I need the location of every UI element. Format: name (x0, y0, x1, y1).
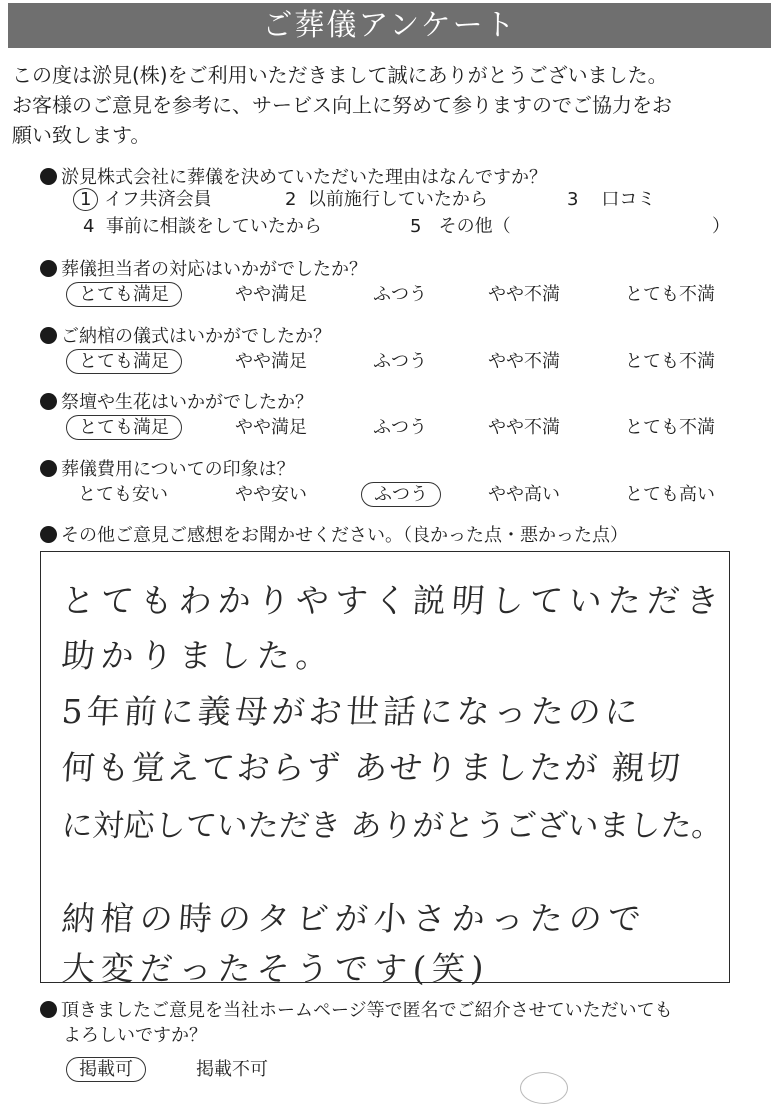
q4-option-3[interactable]: ふつう (373, 417, 427, 438)
q4-option-2[interactable]: やや満足 (235, 417, 307, 438)
question-6-text: その他ご意見ご感想をお聞かせください。（良かった点・悪かった点） (61, 525, 628, 546)
intro-line-1: この度は淤見(株)をご利用いただきまして誠にありがとうございました。 (12, 63, 668, 87)
question-7-line-2: よろしいですか？ (63, 1025, 207, 1046)
q1-option-1[interactable]: 1 イフ共済会員 (80, 188, 212, 212)
comment-line-7: 納棺の時のタビが小さかったので (60, 899, 649, 938)
bullet-icon (40, 260, 57, 277)
q2-option-2[interactable]: やや満足 (235, 284, 307, 305)
comment-line-1: とてもわかりやすく説明していただき (60, 581, 727, 620)
question-2-text: 葬儀担当者の対応はいかがでしたか？ (61, 259, 367, 280)
bullet-icon (40, 460, 57, 477)
question-1 (40, 163, 547, 189)
q1-option-2[interactable]: 2 以前施行していたから (285, 189, 488, 210)
q4-option-1[interactable]: とても満足 (78, 416, 182, 440)
intro-text (12, 60, 772, 150)
q5-option-1[interactable]: とても安い (78, 484, 168, 505)
question-3-text: ご納棺の儀式はいかがでしたか？ (61, 326, 331, 347)
q1-option-4[interactable]: 4 事前に相談をしていたから (83, 216, 322, 237)
q2-option-5[interactable]: とても不満 (625, 284, 715, 305)
publish-not-allowed-option[interactable]: 掲載不可 (196, 1059, 268, 1080)
stamp-mark (520, 1072, 568, 1104)
q1-option-3[interactable]: 3 口コミ (567, 189, 656, 210)
question-6 (40, 521, 628, 547)
publish-allowed-option[interactable]: 掲載可 (78, 1058, 146, 1082)
q3-option-3[interactable]: ふつう (373, 351, 427, 372)
q1-option-5[interactable]: 5 その他（ (410, 216, 511, 237)
question-4 (40, 388, 313, 414)
comment-line-3: 5年前に義母がお世話になったのに (60, 692, 644, 731)
question-2 (40, 255, 367, 281)
question-5-text: 葬儀費用についての印象は？ (61, 459, 295, 480)
q5-option-4[interactable]: やや高い (488, 484, 560, 505)
survey-title: ご葬儀アンケート (8, 3, 771, 48)
bullet-icon (40, 327, 57, 344)
bullet-icon (40, 526, 57, 543)
question-7 (40, 996, 673, 1022)
question-7-text: 頂きましたご意見を当社ホームページ等で匿名でご紹介させていただいても (61, 1000, 673, 1021)
comment-line-8: 大変だったそうです(笑) (60, 949, 491, 988)
question-3 (40, 322, 331, 348)
q3-option-2[interactable]: やや満足 (235, 351, 307, 372)
q3-option-5[interactable]: とても不満 (625, 351, 715, 372)
question-5 (40, 455, 295, 481)
bullet-icon (40, 1001, 57, 1018)
q5-option-5[interactable]: とても高い (625, 484, 715, 505)
q2-option-1[interactable]: とても満足 (78, 283, 182, 307)
question-1-text: 淤見株式会社に葬儀を決めていただいた理由はなんですか？ (61, 167, 547, 188)
q4-option-4[interactable]: やや不満 (488, 417, 560, 438)
comment-line-2: 助かりました。 (60, 636, 337, 675)
q1-option-5-close: ） (712, 216, 730, 237)
q4-option-5[interactable]: とても不満 (625, 417, 715, 438)
question-4-text: 祭壇や生花はいかがでしたか？ (61, 392, 313, 413)
bullet-icon (40, 168, 57, 185)
intro-line-3: 願い致します。 (12, 123, 151, 147)
q3-option-1[interactable]: とても満足 (78, 350, 182, 374)
q5-option-2[interactable]: やや安い (235, 484, 307, 505)
bullet-icon (40, 393, 57, 410)
q5-option-3[interactable]: ふつう (373, 483, 441, 507)
q3-option-4[interactable]: やや不満 (488, 351, 560, 372)
q2-option-3[interactable]: ふつう (373, 284, 427, 305)
comment-line-5: に対応していただき ありがとうございました。 (60, 808, 724, 844)
comment-line-4: 何も覚えておらず あせりましたが 親切 (60, 748, 684, 787)
q2-option-4[interactable]: やや不満 (488, 284, 560, 305)
intro-line-2: お客様のご意見を参考に、サービス向上に努めて参りますのでご協力をお (12, 93, 672, 117)
